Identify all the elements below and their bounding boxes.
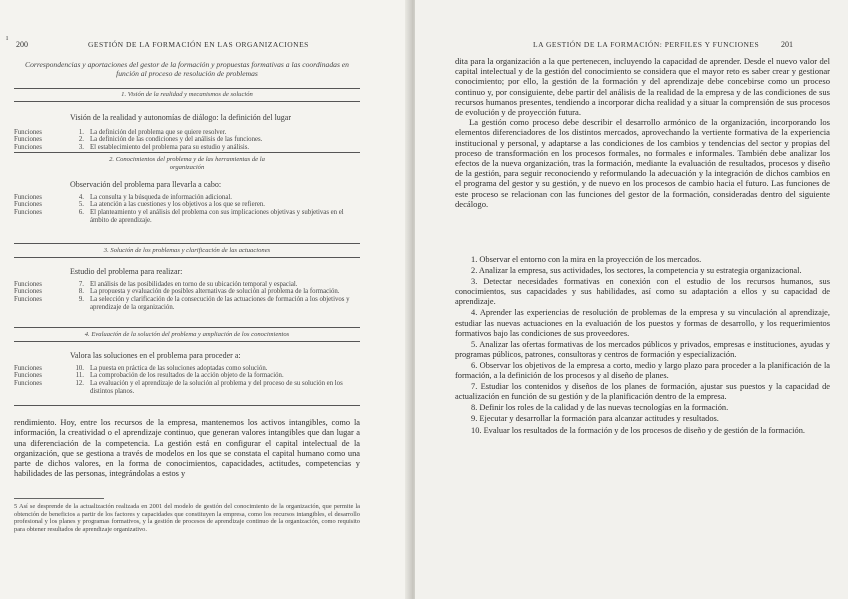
list-item: 8. Definir los roles de la calidad y de las nuevas tecnologías en la formación. xyxy=(471,403,729,413)
step-number: 2. xyxy=(78,136,84,144)
step-number: 7. xyxy=(78,280,84,288)
step-row xyxy=(14,365,360,373)
step-row xyxy=(14,281,360,289)
left-page xyxy=(0,0,410,599)
body-paragraph: dita para la organización a la que pertenecen, incluyendo la capacidad de aprender. Desde el nuevo valor del capital intelectual y de la gestión del conocimiento se considera que el mayor reto es saber crear y gestionar conocimiento; por ello, la gestión de la formación y del aprendizaje debe concebirse como un proceso continuo y, por consiguiente, debe partir del análisis de la realidad de la empresa y de las condiciones de sus recursos humanos presentes, tendiendo a incorporar dicha realidad y a situar la comprensión de sus procesos de evolución y de proyección futura. xyxy=(455,56,830,118)
margin-mark: ı xyxy=(6,33,9,42)
section-title: 1. Visión de la realidad y mecanismos de solución xyxy=(121,91,253,98)
body-paragraph: La gestión como proceso debe describir el desarrollo armónico de la organización, incorporando los elementos diferenciadores de los distintos mercados, aprovechando la vertiente formativa de la experiencia institucional y personal, y adaptarse a las condiciones de los cambios y tendencias del sector y propias del proceso de transformación en los procesos formales, no formales e informales. También debe analizar los efectos de la nueva organización, tras la formación, mediante la evaluación de resultados, procesos y diseño de la gestión, para seguir reconociendo y reformulando la adecuación y la integración de dichos cambios en el programa del gestor y su gestión, y de nuevo en los procesos de cambio hacia el futuro. Las funciones de este proceso se relacionan con las funciones del gestor de la formación, consideradas dentro del siguiente decálogo. xyxy=(455,117,830,209)
list-item: 6. Observar los objetivos de la empresa a corto, medio y largo plazo para proceder a la planificación de la formación, a la definición de los procesos y al diseño de planes. xyxy=(455,360,830,381)
divider xyxy=(14,405,360,406)
step-row xyxy=(14,296,360,312)
right-running-head: LA GESTIÓN DE LA FORMACIÓN: PERFILES Y FUNCIONES xyxy=(533,40,760,49)
step-number: 3. xyxy=(78,144,84,152)
step-label: Funciones xyxy=(14,193,42,201)
footnote-rule xyxy=(14,498,104,499)
step-text: La propuesta y evaluación de posibles alternativas de solución al problema de la formación. xyxy=(90,288,340,296)
step-number: 4. xyxy=(78,193,84,201)
list-item: 10. Evaluar los resultados de la formación y de los procesos de diseño y de gestión de la formación. xyxy=(471,425,805,435)
step-label: Funciones xyxy=(14,201,42,209)
step-label: Funciones xyxy=(14,296,42,304)
step-row xyxy=(14,136,360,144)
step-row xyxy=(14,372,360,380)
step-number: 9. xyxy=(78,296,84,304)
step-row xyxy=(14,201,360,209)
step-row xyxy=(14,129,360,137)
phase-section-3 xyxy=(14,247,360,312)
step-label: Funciones xyxy=(14,136,42,144)
divider xyxy=(14,152,360,153)
divider xyxy=(14,257,360,258)
step-label: Funciones xyxy=(14,128,42,136)
step-row xyxy=(14,288,360,296)
step-number: 6. xyxy=(78,209,84,217)
step-label: Funciones xyxy=(14,372,42,380)
step-number: 5. xyxy=(78,201,84,209)
step-text: La consulta y la búsqueda de información adicional. xyxy=(90,193,232,201)
step-label: Funciones xyxy=(14,288,42,296)
section-title: 3. Solución de los problemas y clarificación de las actuaciones xyxy=(103,247,271,254)
step-label: Funciones xyxy=(14,209,42,217)
step-label: Funciones xyxy=(14,144,42,152)
step-number: 11. xyxy=(75,372,84,380)
list-item: 1. Observar el entorno con la mira en la proyección de los mercados. xyxy=(471,255,702,264)
phase-section-4 xyxy=(14,331,360,396)
step-label: Funciones xyxy=(14,280,42,288)
step-text: La puesta en práctica de las soluciones adoptadas como solución. xyxy=(90,364,268,372)
step-text: La definición de las condiciones y del análisis de las funciones. xyxy=(90,136,263,144)
list-item: 5. Analizar las ofertas formativas de los mercados públicos y privados, empresas e instituciones, ayudas y programas públicos, patrones, consultoras y centros de formación y especialización. xyxy=(455,339,830,359)
body-paragraph: rendimiento. Hoy, entre los recursos de la empresa, mantenemos los activos intangibles, como la información, la creatividad o el aprendizaje continuo, que generan valores intangibles que dan lugar a una diferenciación de la competencia. La gestión está en configurar el capital intelectual de la organización, que se gestiona a través de modelos en los que se constata el capital humano como una parte de dichos valores, en la forma de conocimientos, capacidades, actitudes, competencias y habilidades de las personas, integrándolas a estos y xyxy=(14,418,360,479)
step-text: La selección y clarificación de la consecución de las actuaciones de formación a los objetivos y aprendizaje de la organización. xyxy=(90,296,350,311)
step-label: Funciones xyxy=(14,380,42,388)
step-number: 12. xyxy=(75,380,84,388)
step-text: El planteamiento y el análisis del problema con sus implicaciones objetivas y subjetivas en el ámbito de aprendizaje. xyxy=(90,209,344,224)
divider xyxy=(14,88,360,89)
section-subtitle: Observación del problema para llevarla a cabo: xyxy=(70,180,222,189)
list-item: 3. Detectar necesidades formativas en conexión con el estudio de los recursos humanos, sus conocimientos, sus capacidades y sus habilidades, así como su adaptación a ellos y su capacidad de aprendizaje. xyxy=(455,277,830,307)
table-intro: Correspondencias y aportaciones del gestor de la formación y propuestas formativas a las coordinadas en función al proceso de resolución de problemas xyxy=(25,60,349,79)
divider xyxy=(14,101,360,102)
section-title: 2. Conocimientos del problema y de las herramientas de la organización xyxy=(109,156,265,171)
step-text: El análisis de las posibilidades en torno de su ubicación temporal y espacial. xyxy=(90,280,298,288)
left-running-head: GESTIÓN DE LA FORMACIÓN EN LAS ORGANIZACIONES xyxy=(88,40,309,49)
left-page-number: 200 xyxy=(16,40,28,49)
step-row xyxy=(14,209,360,225)
section-subtitle: Visión de la realidad y autonomías de diálogo: la definición del lugar xyxy=(70,113,292,122)
phase-section-1 xyxy=(14,91,360,152)
list-item: 4. Aprender las experiencias de resolución de problemas de la empresa y su vinculación al aprendizaje, estudiar las nuevas actuaciones en la evaluación de los puestos y formas de desarrollo, y los requerimientos formativos bajo las condiciones de sus proveedores. xyxy=(455,308,830,338)
step-text: La atención a las cuestiones y los objetivos a los que se refieren. xyxy=(90,201,265,209)
right-page-number: 201 xyxy=(781,40,793,49)
step-number: 1. xyxy=(78,128,84,136)
divider xyxy=(14,341,360,342)
step-number: 8. xyxy=(78,288,84,296)
step-text: La comprobación de los resultados de la acción objeto de la formación. xyxy=(90,372,284,380)
decalogue-list xyxy=(455,255,830,437)
step-row xyxy=(14,380,360,396)
section-subtitle: Valora las soluciones en el problema para proceder a: xyxy=(70,351,241,360)
step-text: El establecimiento del problema para su estudio y análisis. xyxy=(90,144,250,152)
step-label: Funciones xyxy=(14,364,42,372)
divider xyxy=(14,327,360,328)
footnote: 5 Así se desprende de la actualización realizada en 2001 del modelo de gestión del conocimiento de la organización, que permite la obtención de beneficios a partir de los factores y capacidades que constituyen la empresa, como los recursos intangibles, el desarrollo profesional y los planes y programas formativos, y la gestión de procesos de aprendizaje continuo de la organización, como requisito para obtener resultados de aprendizaje organizativo. xyxy=(14,503,360,533)
phase-section-2 xyxy=(14,156,360,225)
list-item: 7. Estudiar los contenidos y diseños de los planes de formación, ajustar sus puestos y la capacidad de actualización en función de su gestión y de la planificación dentro de la empresa. xyxy=(455,382,830,402)
step-text: La definición del problema que se quiere resolver. xyxy=(90,128,227,136)
right-body xyxy=(455,56,830,209)
step-number: 10. xyxy=(75,364,84,372)
section-title: 4. Evaluación de la solución del problema y ampliación de los conocimientos xyxy=(84,331,290,338)
divider xyxy=(14,243,360,244)
list-item: 9. Ejecutar y desarrollar la formación para alcanzar actitudes y resultados. xyxy=(471,414,719,424)
step-row xyxy=(14,144,360,152)
step-text: La evaluación y el aprendizaje de la solución al problema y del proceso de su solución en los distintos planos. xyxy=(90,380,343,395)
section-subtitle: Estudio del problema para realizar: xyxy=(70,267,183,276)
step-row xyxy=(14,194,360,202)
right-page xyxy=(415,0,848,599)
list-item: 2. Analizar la empresa, sus actividades, los sectores, la competencia y su estrategia organizacional. xyxy=(471,266,802,276)
